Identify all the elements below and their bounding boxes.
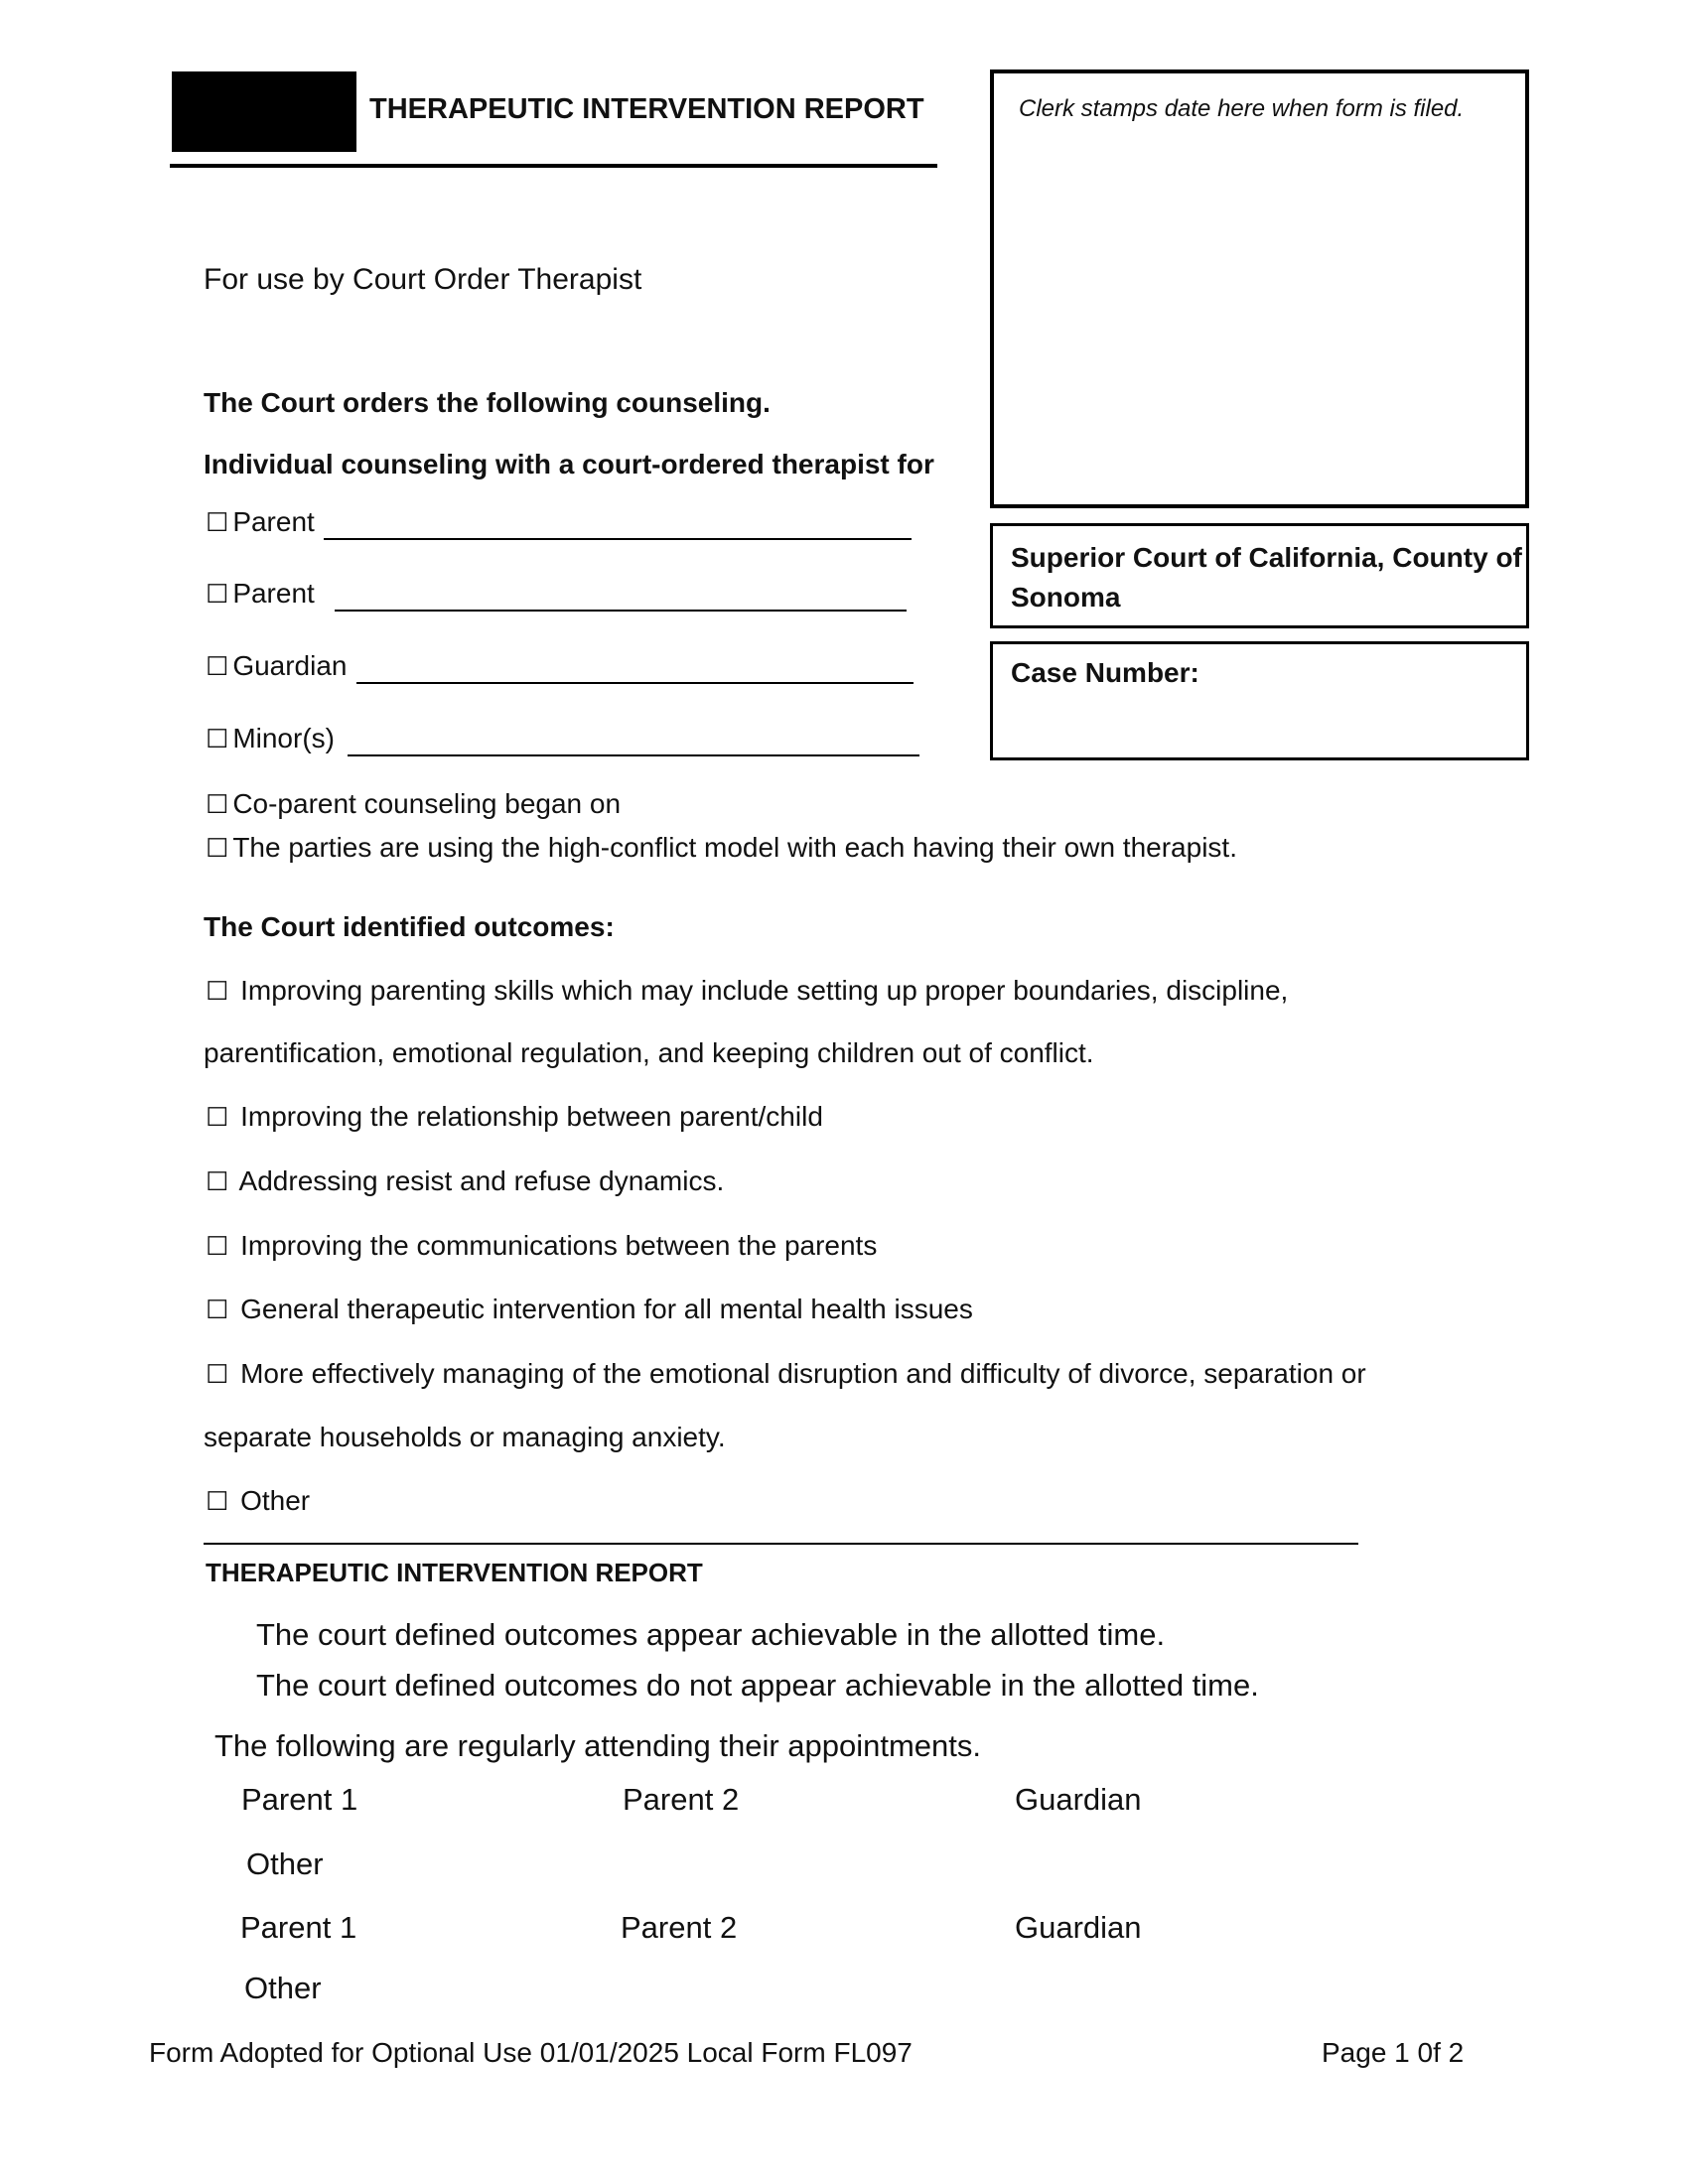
outcome-item[interactable] — [206, 1358, 1366, 1390]
checkbox-icon[interactable]: ☐ — [206, 1360, 229, 1390]
outcome-item-other[interactable] — [206, 1485, 310, 1517]
guardian-name-line[interactable] — [356, 682, 914, 684]
footer-form-info: Form Adopted for Optional Use 01/01/2025 Local Form FL097 — [149, 2037, 913, 2068]
attend-other[interactable]: Other — [246, 1846, 324, 1881]
outcome-item[interactable] — [206, 1294, 973, 1325]
checkbox-icon[interactable]: ☐ — [206, 1103, 229, 1133]
outcome-label: Improving the communications between the parents — [240, 1230, 878, 1261]
clerk-stamp-box — [990, 69, 1529, 508]
footer-page-number: Page 1 0f 2 — [1322, 2037, 1465, 2068]
outcome-label: Improving parenting skills which may include setting up proper boundaries, discipline, — [240, 975, 1289, 1006]
party-row-parent-1[interactable] — [206, 506, 315, 538]
attend-guardian[interactable]: Guardian — [1015, 1782, 1142, 1817]
outcome-continuation: separate households or managing anxiety. — [204, 1422, 726, 1452]
checkbox-icon[interactable]: ☐ — [206, 977, 229, 1007]
not-achievable-option[interactable]: The court defined outcomes do not appear achievable in the allotted time. — [256, 1668, 1259, 1703]
attend-parent-2[interactable]: Parent 2 — [623, 1782, 740, 1817]
other-outcome-line[interactable] — [204, 1543, 1358, 1545]
party-label: Guardian — [232, 650, 348, 681]
outcome-label: Improving the relationship between parent/child — [240, 1101, 823, 1132]
checkbox-icon[interactable]: ☐ — [206, 725, 229, 754]
checkbox-icon[interactable]: ☐ — [206, 834, 229, 864]
title-underline — [170, 164, 937, 168]
checkbox-icon[interactable]: ☐ — [206, 1232, 229, 1262]
party-label: Minor(s) — [232, 723, 335, 753]
outcome-item[interactable] — [206, 975, 1288, 1007]
counseling-heading: The Court orders the following counseling. — [204, 387, 771, 418]
checkbox-icon[interactable]: ☐ — [206, 652, 229, 682]
redacted-logo-block — [172, 71, 356, 152]
high-conflict-row[interactable] — [206, 832, 1237, 864]
individual-counseling-heading: Individual counseling with a court-ordered therapist for — [204, 449, 934, 479]
outcome-item[interactable] — [206, 1230, 877, 1262]
high-conflict-label: The parties are using the high-conflict model with each having their own therapist. — [232, 832, 1237, 863]
report-heading: THERAPEUTIC INTERVENTION REPORT — [206, 1558, 703, 1587]
outcome-label: More effectively managing of the emotional disruption and difficulty of divorce, separation or — [240, 1358, 1366, 1389]
form-title: THERAPEUTIC INTERVENTION REPORT — [369, 93, 924, 125]
second-parent-2[interactable]: Parent 2 — [621, 1910, 738, 1945]
outcome-item[interactable] — [206, 1165, 724, 1197]
outcome-label: Addressing resist and refuse dynamics. — [238, 1165, 725, 1196]
coparent-row[interactable] — [206, 788, 621, 820]
parent-1-name-line[interactable] — [324, 538, 912, 540]
checkbox-icon[interactable]: ☐ — [206, 1296, 229, 1325]
form-subtitle: For use by Court Order Therapist — [204, 263, 642, 296]
outcome-label: General therapeutic intervention for all mental health issues — [240, 1294, 973, 1324]
outcomes-heading: The Court identified outcomes: — [204, 911, 615, 942]
parent-2-name-line[interactable] — [335, 610, 907, 612]
second-other[interactable]: Other — [244, 1971, 322, 2005]
minors-name-line[interactable] — [348, 754, 919, 756]
outcome-item[interactable] — [206, 1101, 823, 1133]
second-parent-1[interactable]: Parent 1 — [240, 1910, 357, 1945]
coparent-label: Co-parent counseling began on — [232, 788, 622, 819]
checkbox-icon[interactable]: ☐ — [206, 1487, 229, 1517]
second-guardian[interactable]: Guardian — [1015, 1910, 1142, 1945]
attending-statement: The following are regularly attending their appointments. — [214, 1728, 982, 1763]
attend-parent-1[interactable]: Parent 1 — [241, 1782, 358, 1817]
party-row-parent-2[interactable] — [206, 578, 315, 610]
clerk-stamp-note: Clerk stamps date here when form is filed. — [1019, 95, 1465, 122]
party-label: Parent — [232, 578, 315, 609]
outcome-label: Other — [240, 1485, 311, 1516]
checkbox-icon[interactable]: ☐ — [206, 1167, 229, 1197]
checkbox-icon[interactable]: ☐ — [206, 790, 229, 820]
outcome-continuation: parentification, emotional regulation, and keeping children out of conflict. — [204, 1037, 1094, 1068]
party-row-minors[interactable] — [206, 723, 335, 754]
checkbox-icon[interactable]: ☐ — [206, 508, 229, 538]
achievable-option[interactable]: The court defined outcomes appear achievable in the allotted time. — [256, 1617, 1166, 1652]
checkbox-icon[interactable]: ☐ — [206, 580, 229, 610]
party-row-guardian[interactable] — [206, 650, 348, 682]
party-label: Parent — [232, 506, 315, 537]
court-name: Superior Court of California, County of Sonoma — [1011, 542, 1522, 613]
case-number-label: Case Number: — [1011, 657, 1199, 688]
